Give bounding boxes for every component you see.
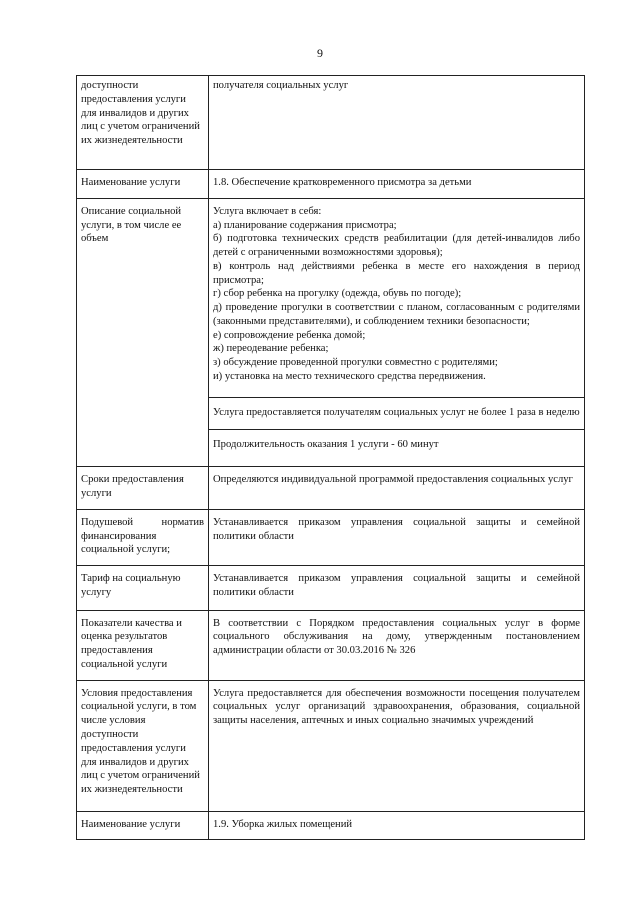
services-table — [76, 75, 585, 840]
duration-text: Продолжительность оказания 1 услуги - 60 минут — [209, 429, 584, 466]
table-row — [77, 566, 585, 611]
row-label: Сроки предоставления услуги — [77, 467, 209, 510]
row-label: Условия предоставления социальной услуги, в том числе условия доступности предоставления услуги для инвалидов и других лиц с учетом ограничений их жизнедеятельности — [77, 680, 209, 811]
table-row — [77, 680, 585, 811]
row-value: получателя социальных услуг — [209, 76, 585, 170]
row-label: Тариф на социальную услугу — [77, 566, 209, 611]
frequency-text: Услуга предоставляется получателям социальных услуг не более 1 раза в неделю — [209, 397, 584, 430]
table-row — [77, 198, 585, 466]
description-item: в) контроль над действиями ребенка в месте его нахождения в период присмотра; — [213, 260, 580, 286]
description-item: ж) переодевание ребенка; — [213, 343, 329, 355]
table-row — [77, 610, 585, 680]
description-item: и) установка на место технического средства передвижения. — [213, 370, 486, 382]
row-label: Наименование услуги — [77, 811, 209, 840]
table-row — [77, 509, 585, 565]
row-value: 1.8. Обеспечение кратковременного присмотра за детьми — [209, 170, 585, 199]
description-item: б) подготовка технических средств реабилитации (для детей-инвалидов либо детей с ограниченными возможностями здоровья); — [213, 233, 580, 259]
table-row — [77, 76, 585, 170]
description-block — [209, 205, 584, 397]
row-label: доступности предоставления услуги для инвалидов и других лиц с учетом ограничений их жизнедеятельности — [77, 76, 209, 170]
row-value: Устанавливается приказом управления социальной защиты и семейной политики области — [209, 566, 585, 611]
row-label: Подушевой норматив финансирования социальной услуги; — [77, 509, 209, 565]
table-row — [77, 170, 585, 199]
row-label: Описание социальной услуги, в том числе ее объем — [77, 198, 209, 466]
description-item: з) обсуждение проведенной прогулки совместно с родителями; — [213, 357, 498, 369]
table-row — [77, 811, 585, 840]
row-value: Устанавливается приказом управления социальной защиты и семейной политики области — [209, 509, 585, 565]
description-item: е) сопровождение ребенка домой; — [213, 329, 366, 341]
description-item: а) планирование содержания присмотра; — [213, 219, 397, 231]
row-label: Наименование услуги — [77, 170, 209, 199]
row-value: 1.9. Уборка жилых помещений — [209, 811, 585, 840]
page-number: 9 — [317, 46, 323, 60]
table-row — [77, 467, 585, 510]
row-label: Показатели качества и оценка результатов предоставления социальной услуги — [77, 610, 209, 680]
row-value: В соответствии с Порядком предоставления социальных услуг в форме социального обслуживания на дому, утвержденным постановлением администрации области от 30.03.2016 № 326 — [209, 610, 585, 680]
row-value: Услуга предоставляется для обеспечения возможности посещения получателем социальных услуг организаций здравоохранения, образования, социальной защиты населения, аптечных и иных социально значимых учреждений — [209, 680, 585, 811]
row-value: Определяются индивидуальной программой предоставления социальных услуг — [209, 467, 585, 510]
description-item: г) сбор ребенка на прогулку (одежда, обувь по погоде); — [213, 288, 462, 300]
description-intro: Услуга включает в себя: — [213, 205, 322, 217]
description-cell — [209, 198, 585, 466]
description-item: д) проведение прогулки в соответствии с планом, согласованным с родителями (законными представителями), и соблюдением техники безопасности; — [213, 302, 580, 327]
